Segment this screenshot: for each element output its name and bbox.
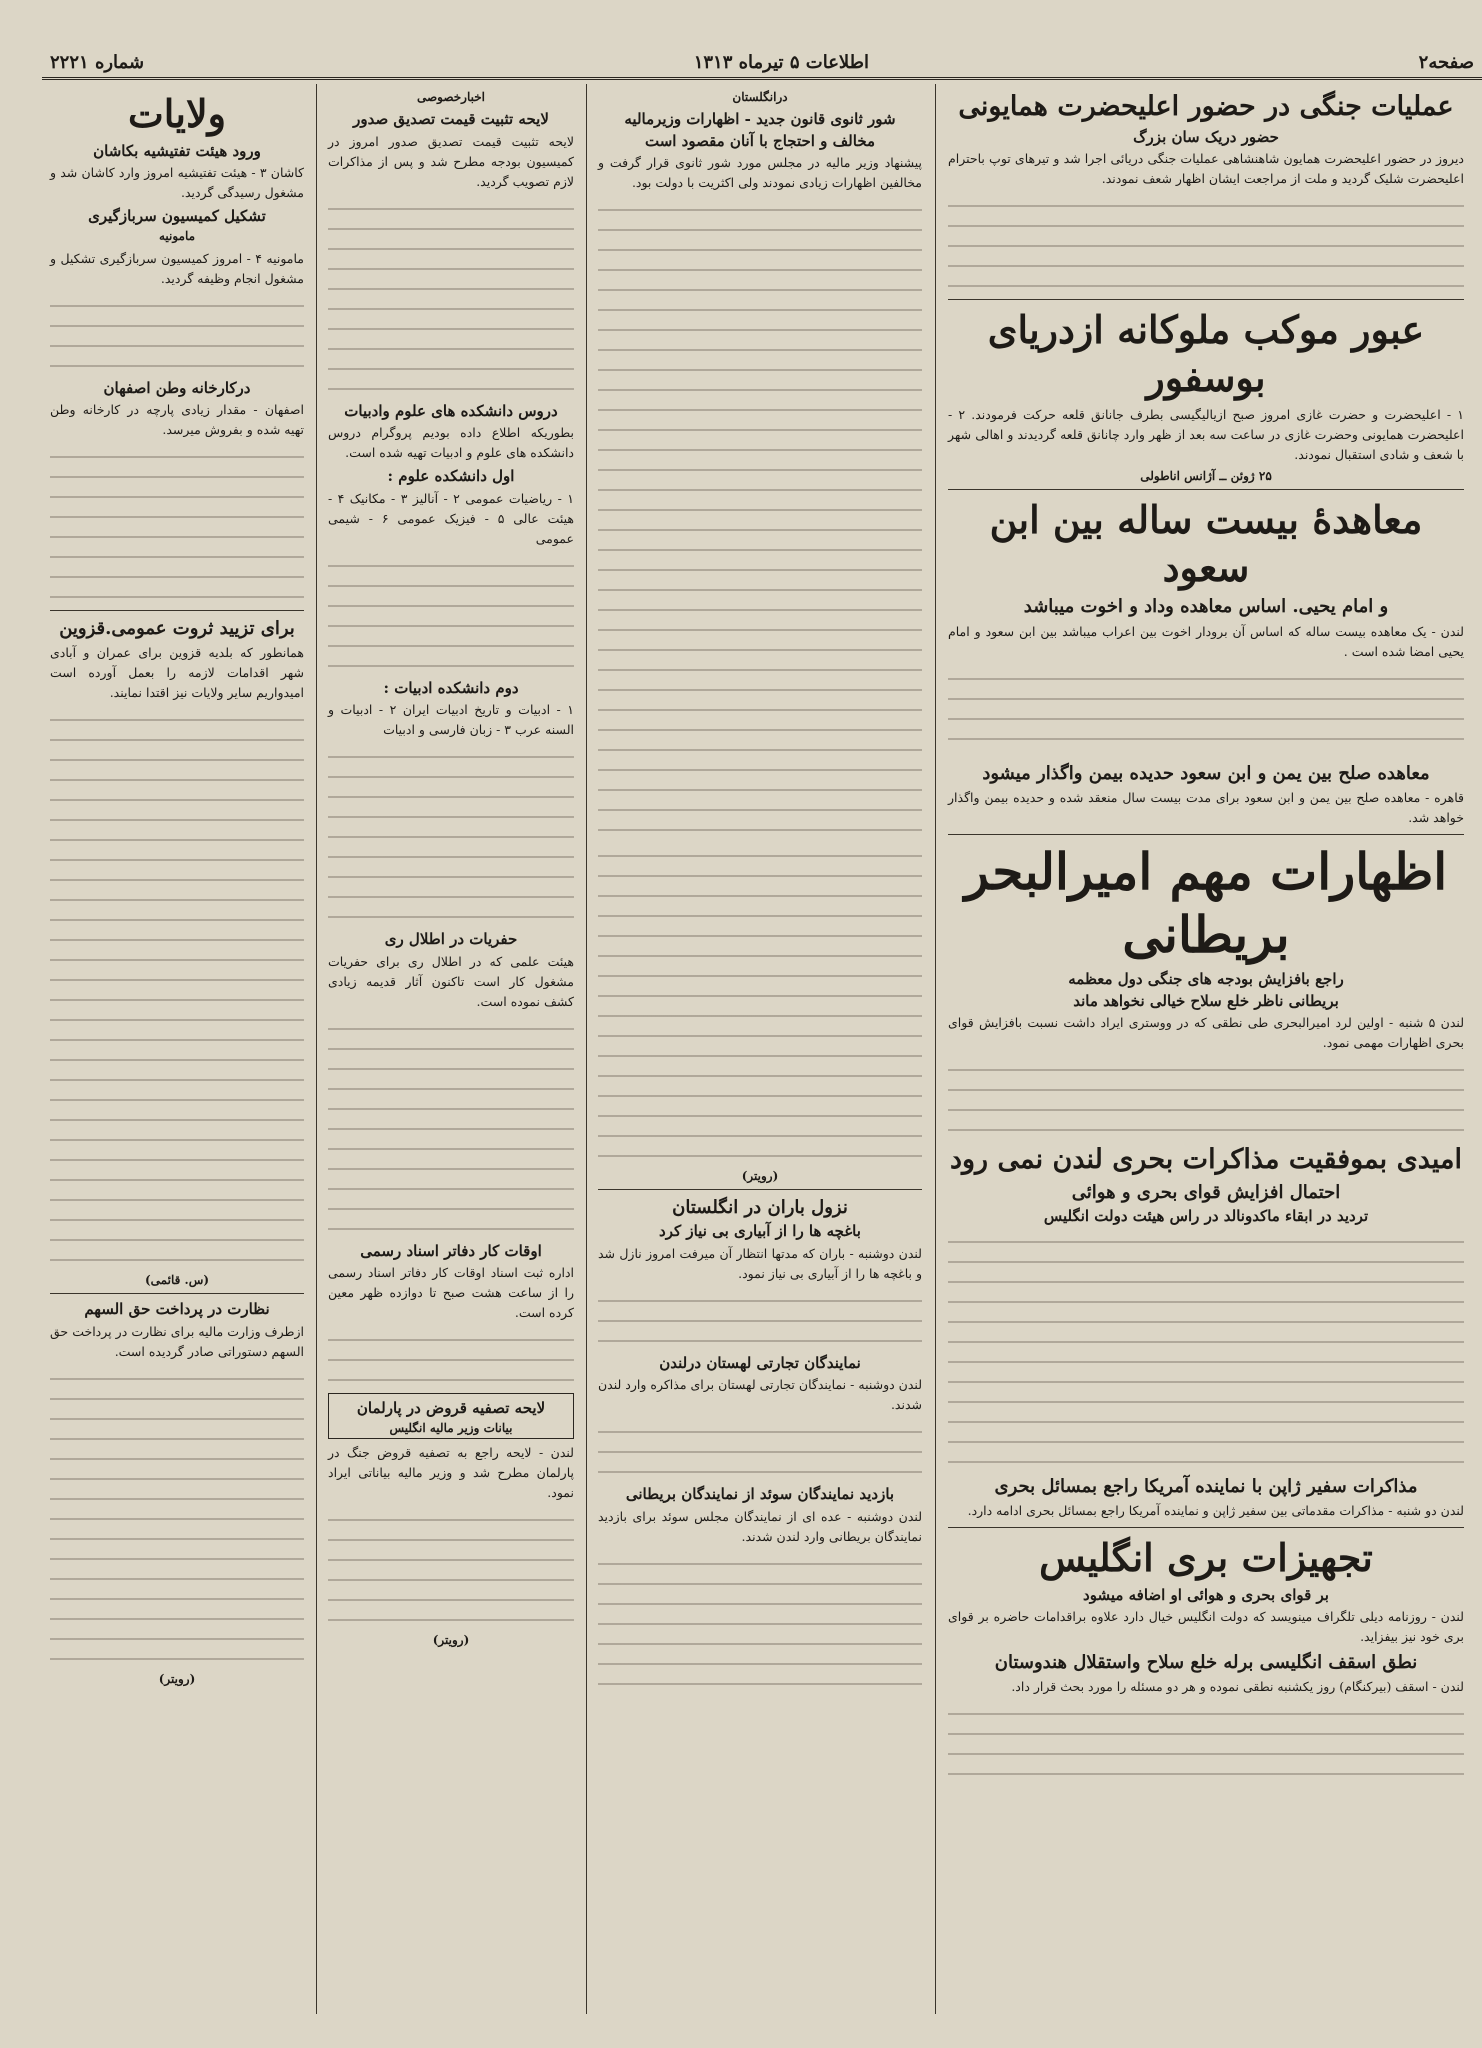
article-text-lines [598, 1419, 922, 1479]
issue-number: شماره ۲۲۲۱ [50, 52, 145, 73]
article-text-lines [948, 1057, 1464, 1137]
rain-text: لندن دوشنبه - باران که مدتها انتظار آن میرفت امروز نازل شد و باغچه ها را از آبیاری بی نیاز نمود. [598, 1245, 922, 1281]
section-label: درانگلستان [732, 90, 788, 104]
section-label: اخبارخصوصی [416, 90, 486, 104]
budget-subheadline: بیانات وزیر مالیه انگلیس [389, 1420, 513, 1435]
peace-headline: معاهده صلح بین یمن و ابن سعود حدیده بیمن واگذار میشود [982, 762, 1430, 784]
royal-headline: عملیات جنگی در حضور اعلیحضرت همایونی [958, 91, 1454, 122]
peace-text: قاهره - معاهده صلح بین یمن و ابن سعود برای مدت بیست سال منعقد شده و حدیده بیمن واگذار خواهد شد. [948, 790, 1464, 826]
column-2 [590, 84, 930, 2014]
dateline: ۲۵ ژوئن ــ آژانس اناطولی [1140, 469, 1272, 484]
bill-text: پیشنهاد وزیر مالیه در مجلس مورد شور ثانوی قرار گرفت و مخالفین اظهارات زیادی نمودند ولی اکثریت با دولت بود. [598, 155, 922, 190]
admiral-headline: اظهارات مهم امیرالبحر بریطانی [964, 842, 1448, 964]
article-text-lines [328, 553, 574, 673]
wheat-text: ازطرف وزارت مالیه برای نظارت در پرداخت حق السهم دستوراتی صادر گردیده است. [50, 1323, 304, 1359]
divider [50, 1293, 304, 1294]
excavation-text: هیئت علمی که در اطلال ری برای حفریات مشغول کار است تاکنون آثار قدیمه زیادی کشف نموده است. [328, 953, 574, 1009]
column-rule [935, 84, 936, 2014]
source-tag: (رویتر) [432, 1632, 470, 1647]
poland-headline: نمایندگان تجارتی لهستان درلندن [659, 1353, 861, 1372]
japan-headline: مذاکرات سفیر ژاپن با نماینده آمریکا راجع بمسائل بحری [994, 1475, 1418, 1497]
article-text-lines [948, 1701, 1464, 1781]
admiral-subheadline-2: بریطانی ناظر خلع سلاح خیالی نخواهد ماند [1073, 991, 1339, 1010]
conscription-headline: تشکیل کمیسیون سربازگیری [88, 207, 266, 225]
divider [948, 489, 1464, 490]
article-text-lines [598, 197, 922, 837]
qazvin-text: همانطور که بلدیه قزوین برای عمران و آبادی شهر اقدامات لازمه را بعمل آورده است امیدواریم سایر ولایات نیز اقتدا نمایند. [50, 645, 304, 701]
deeds-headline: اوقات کار دفاتر اسناد رسمی [360, 1241, 542, 1260]
article-text-lines [598, 1551, 922, 1691]
japan-text: لندن دو شنبه - مذاکرات مقدماتی بین سفیر ژاپن و نماینده آمریکا راجع بمسائل بحری ادامه دارد. [967, 1503, 1464, 1519]
article-text-lines [50, 707, 304, 1267]
column-rule [316, 84, 317, 2014]
bosphorus-text: ۱ - اعلیحضرت و حضرت غازی امروز صبح ازیالیگیسی بطرف جانانق قلعه حرکت فرمودند. ۲ - اعلیحضرت همایونی وحضرت غازی در ساعت سه بعد از ظهر وارد چانانق قلعه گردیدند و اهالی شهر با شعف و شادی استقبال نمودند. [948, 407, 1464, 463]
isfahan-text: اصفهان - مقدار زیادی پارچه در کارخانه وطن تهیه شده و بفروش میرسد. [50, 402, 304, 437]
bosphorus-headline: عبور موکب ملوکانه ازدریای بوسفور [987, 307, 1425, 400]
article-text-lines [328, 1507, 574, 1627]
divider [948, 1527, 1464, 1528]
article-text-lines [598, 843, 922, 1163]
source-tag: (رویتر) [741, 1169, 779, 1183]
article-text-lines [328, 1327, 574, 1387]
conscription-place: مامونیه [158, 228, 196, 243]
article-text-lines [50, 293, 304, 373]
conscription-text: مامونیه ۴ - امروز کمیسیون سربازگیری تشکیل و مشغول انجام وظیفه گردید. [50, 250, 304, 286]
london-subheadline-2: تردید در ابقاء ماکدونالد در راس هیئت دولت انگلیس [1043, 1207, 1369, 1226]
article-text-lines [50, 1366, 304, 1666]
source-tag: (رویتر) [158, 1671, 196, 1686]
sweden-text: لندن دوشنبه - عده ای از نمایندگان مجلس سوئد برای بازدید نمایندگان بریطانی وارد لندن شدند. [598, 1508, 922, 1544]
article-text-lines [598, 1288, 922, 1348]
university-text: بطوریکه اطلاع داده بودیم پروگرام دروس دانشکده های علوم و ادبیات تهیه شده است. [328, 425, 574, 460]
sweden-headline: بازدید نمایندگان سوئد از نمایندگان بریطانی [625, 1485, 895, 1504]
divider [948, 299, 1464, 300]
admiral-subheadline: راجع بافزایش بودجه های جنگی دول معظمه [1068, 970, 1344, 989]
literature-text: ۱ - ادبیات و تاریخ ادبیات ایران ۲ - ادبیات و السنه عرب ۳ - زبان فارسی و ادبیات [328, 702, 575, 737]
bill-headline: شور ثانوی قانون جدید - اظهارات وزیرمالیه [624, 110, 896, 128]
budget-text: لندن - لایحه راجع به تصفیه قروض جنگ در پارلمان مطرح شد و وزیر مالیه بیاناتی ایراد نمود. [328, 1444, 574, 1500]
isfahan-headline: درکارخانه وطن اصفهان [103, 378, 251, 397]
provinces-title: ولایات [128, 91, 226, 136]
treaty-text: لندن - یک معاهده بیست ساله که اساس آن برودار اخوت بین اعراب میباشد بین ابن سعود و امام یحیی امضا شده است . [948, 623, 1464, 659]
masthead [42, 48, 1482, 80]
rain-subheadline: باغچه ها را از آبیاری بی نیاز کرد [659, 1222, 861, 1241]
treaty-subheadline: و امام یحیی. اساس معاهده وداد و اخوت میباشد [1023, 596, 1389, 618]
royal-text: دیروز در حضور اعلیحضرت همایون شاهنشاهی عملیات جنگی دریائی اجرا شد و تیرهای توپ باحترام اعلیحضرت شلیک گردید و ملت از مراجعت ایشان اظهار شعف نمودند. [948, 151, 1464, 187]
column-3 [320, 84, 582, 2014]
royal-subheadline: حضور دریک سان بزرگ [1133, 127, 1279, 146]
fee-bill-text: لایحه تثبیت قیمت تصدیق صدور امروز در کمیسیون بودجه مطرح شد و پس از مذاکرات لازم تصویب گردید. [328, 133, 574, 189]
kashan-text: کاشان ۳ - هیئت تفتیشیه امروز وارد کاشان شد و مشغول رسیدگی گردید. [50, 165, 304, 200]
column-4 [42, 84, 312, 2014]
article-text-lines [948, 1229, 1464, 1469]
poland-text: لندن دوشنبه - نمایندگان تجارتی لهستان برای مذاکره وارد لندن شدند. [598, 1377, 922, 1413]
column-1 [940, 84, 1472, 2014]
page-label: صفحه۲ [1418, 52, 1474, 73]
rain-headline: نزول باران در انگلستان [672, 1197, 848, 1218]
fee-bill-headline: لایحه تثبیت قیمت تصدیق صدور [353, 110, 549, 128]
india-headline: نطق اسقف انگلیسی برله خلع سلاح واستقلال هندوستان [994, 1652, 1418, 1674]
london-subheadline: احتمال افزایش قوای بحری و هوائی [1071, 1181, 1341, 1203]
budget-headline: لایحه تصفیه قروض در پارلمان [356, 1399, 546, 1417]
article-text-lines [328, 744, 574, 924]
budget-box [328, 1393, 574, 1439]
india-text: لندن - اسقف (بیرکنگام) روز یکشنبه نطقی نموده و هر دو مسئله را مورد بحث قرار داد. [1011, 1679, 1464, 1695]
england-subheadline: بر قوای بحری و هوائی او اضافه میشود [1083, 1585, 1329, 1604]
wheat-headline: نظارت در پرداخت حق السهم [84, 1300, 270, 1319]
column-rule [586, 84, 587, 2014]
author-signature: (س. قائمی) [144, 1273, 210, 1288]
london-headline: امیدی بموفقیت مذاکرات بحری لندن نمی رود [950, 1144, 1462, 1176]
divider [598, 1189, 922, 1190]
masthead-date: اطلاعات ۵ تیرماه ۱۳۱۳ [693, 52, 870, 73]
divider [50, 610, 304, 611]
article-text-lines [948, 193, 1464, 293]
divider [948, 834, 1464, 835]
admiral-text: لندن ۵ شنبه - اولین لرد امیرالبحری طی نطقی که در ووستری ایراد داشت نسبت بافزایش قوای بحری اظهارات مهمی نمود. [948, 1015, 1464, 1051]
article-text-lines [328, 1016, 574, 1236]
literature-headline: دوم دانشکده ادبیات : [383, 678, 519, 697]
england-text: لندن - روزنامه دیلی تلگراف مینویسد که دولت انگلیس خیال دارد علاوه براقدامات حاضره بر قوای بری خود نیز بیفزاید. [948, 1609, 1464, 1645]
treaty-headline: معاهدهٔ بیست ساله بین ابن سعود [989, 497, 1423, 590]
science-headline: اول دانشکده علوم : [387, 467, 515, 485]
excavation-headline: حفریات در اطلال ری [384, 930, 518, 948]
article-text-lines [328, 196, 574, 396]
article-text-lines [50, 444, 304, 604]
kashan-headline: ورود هیئت تفتیشیه بکاشان [93, 141, 261, 160]
article-text-lines [948, 666, 1464, 756]
england-headline: تجهیزات بری انگلیس [1039, 1535, 1373, 1581]
deeds-text: اداره ثبت اسناد اوقات کار دفاتر اسناد رسمی را از ساعت هشت صبح تا دوازده ظهر معین کرده است. [328, 1265, 574, 1320]
bill-subheadline: مخالف و احتجاج با آنان مقصود است [644, 131, 876, 150]
science-text: ۱ - ریاضیات عمومی ۲ - آنالیز ۳ - مکانیک ۴ - هیئت عالی ۵ - فیزیک عمومی ۶ - شیمی عمومی [328, 490, 575, 546]
qazvin-headline: برای تزیید ثروت عمومی.قزوین [59, 618, 295, 639]
university-headline: دروس دانشکده های علوم وادبیات [344, 401, 558, 420]
